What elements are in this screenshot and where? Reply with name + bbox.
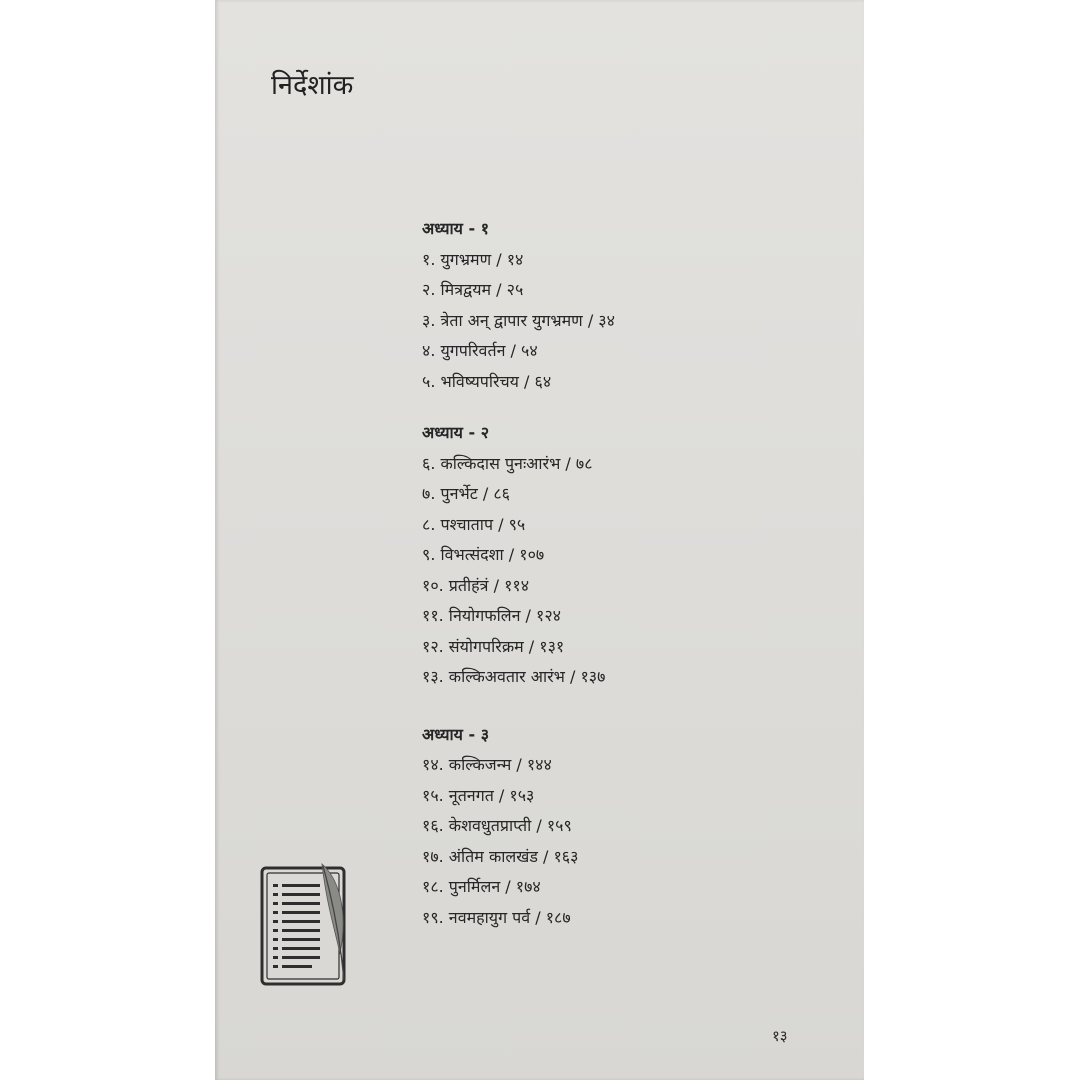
toc-entry: ६. कल्किदास पुनःआरंभ / ७८ xyxy=(422,453,593,473)
toc-entry: ८. पश्चाताप / ९५ xyxy=(422,514,526,534)
toc-entry: १४. कल्किजन्म / १४४ xyxy=(422,755,552,774)
chapter-heading: अध्याय - २ xyxy=(422,423,490,442)
table-of-contents xyxy=(422,214,842,954)
chapter-heading: अध्याय - १ xyxy=(422,219,490,238)
toc-entry: १५. नूतनगत / १५३ xyxy=(422,785,535,805)
toc-entry: १७. अंतिम कालखंड / १६३ xyxy=(422,846,579,866)
toc-entry: १०. प्रतीहंत्रं / ११४ xyxy=(422,575,530,595)
toc-entry: ९. विभत्संदशा / १०७ xyxy=(422,545,545,564)
toc-entry: ७. पुनर्भेट / ८६ xyxy=(422,484,510,503)
toc-entry: ३. त्रेता अन् द्वापार युगभ्रमण / ३४ xyxy=(422,310,615,330)
chapter-heading: अध्याय - ३ xyxy=(422,724,490,744)
toc-entry: १८. पुनर्मिलन / १७४ xyxy=(422,877,541,896)
toc-entry: २. मित्रद्वयम / २५ xyxy=(422,280,524,299)
toc-entry: १३. कल्किअवतार आरंभ / १३७ xyxy=(422,667,606,686)
book-page xyxy=(215,0,864,1080)
toc-entry: १६. केशवधुतप्राप्ती / १५९ xyxy=(422,816,572,835)
chapter-section-1 xyxy=(422,214,842,397)
toc-entry: ४. युगपरिवर्तन / ५४ xyxy=(422,341,538,360)
toc-entry: ११. नियोगफलिन / १२४ xyxy=(422,606,561,625)
document-with-quill-icon xyxy=(260,858,360,988)
page-number: १३ xyxy=(772,1027,788,1045)
page-title: निर्देशांक xyxy=(271,70,354,101)
toc-entry: १. युगभ्रमण / १४ xyxy=(422,249,524,269)
chapter-section-2 xyxy=(422,418,842,693)
toc-entry: १९. नवमहायुग पर्व / १८७ xyxy=(422,907,571,927)
chapter-section-3 xyxy=(422,720,842,934)
toc-entry: ५. भविष्यपरिचय / ६४ xyxy=(422,371,552,391)
toc-entry: १२. संयोगपरिक्रम / १३१ xyxy=(422,636,565,656)
